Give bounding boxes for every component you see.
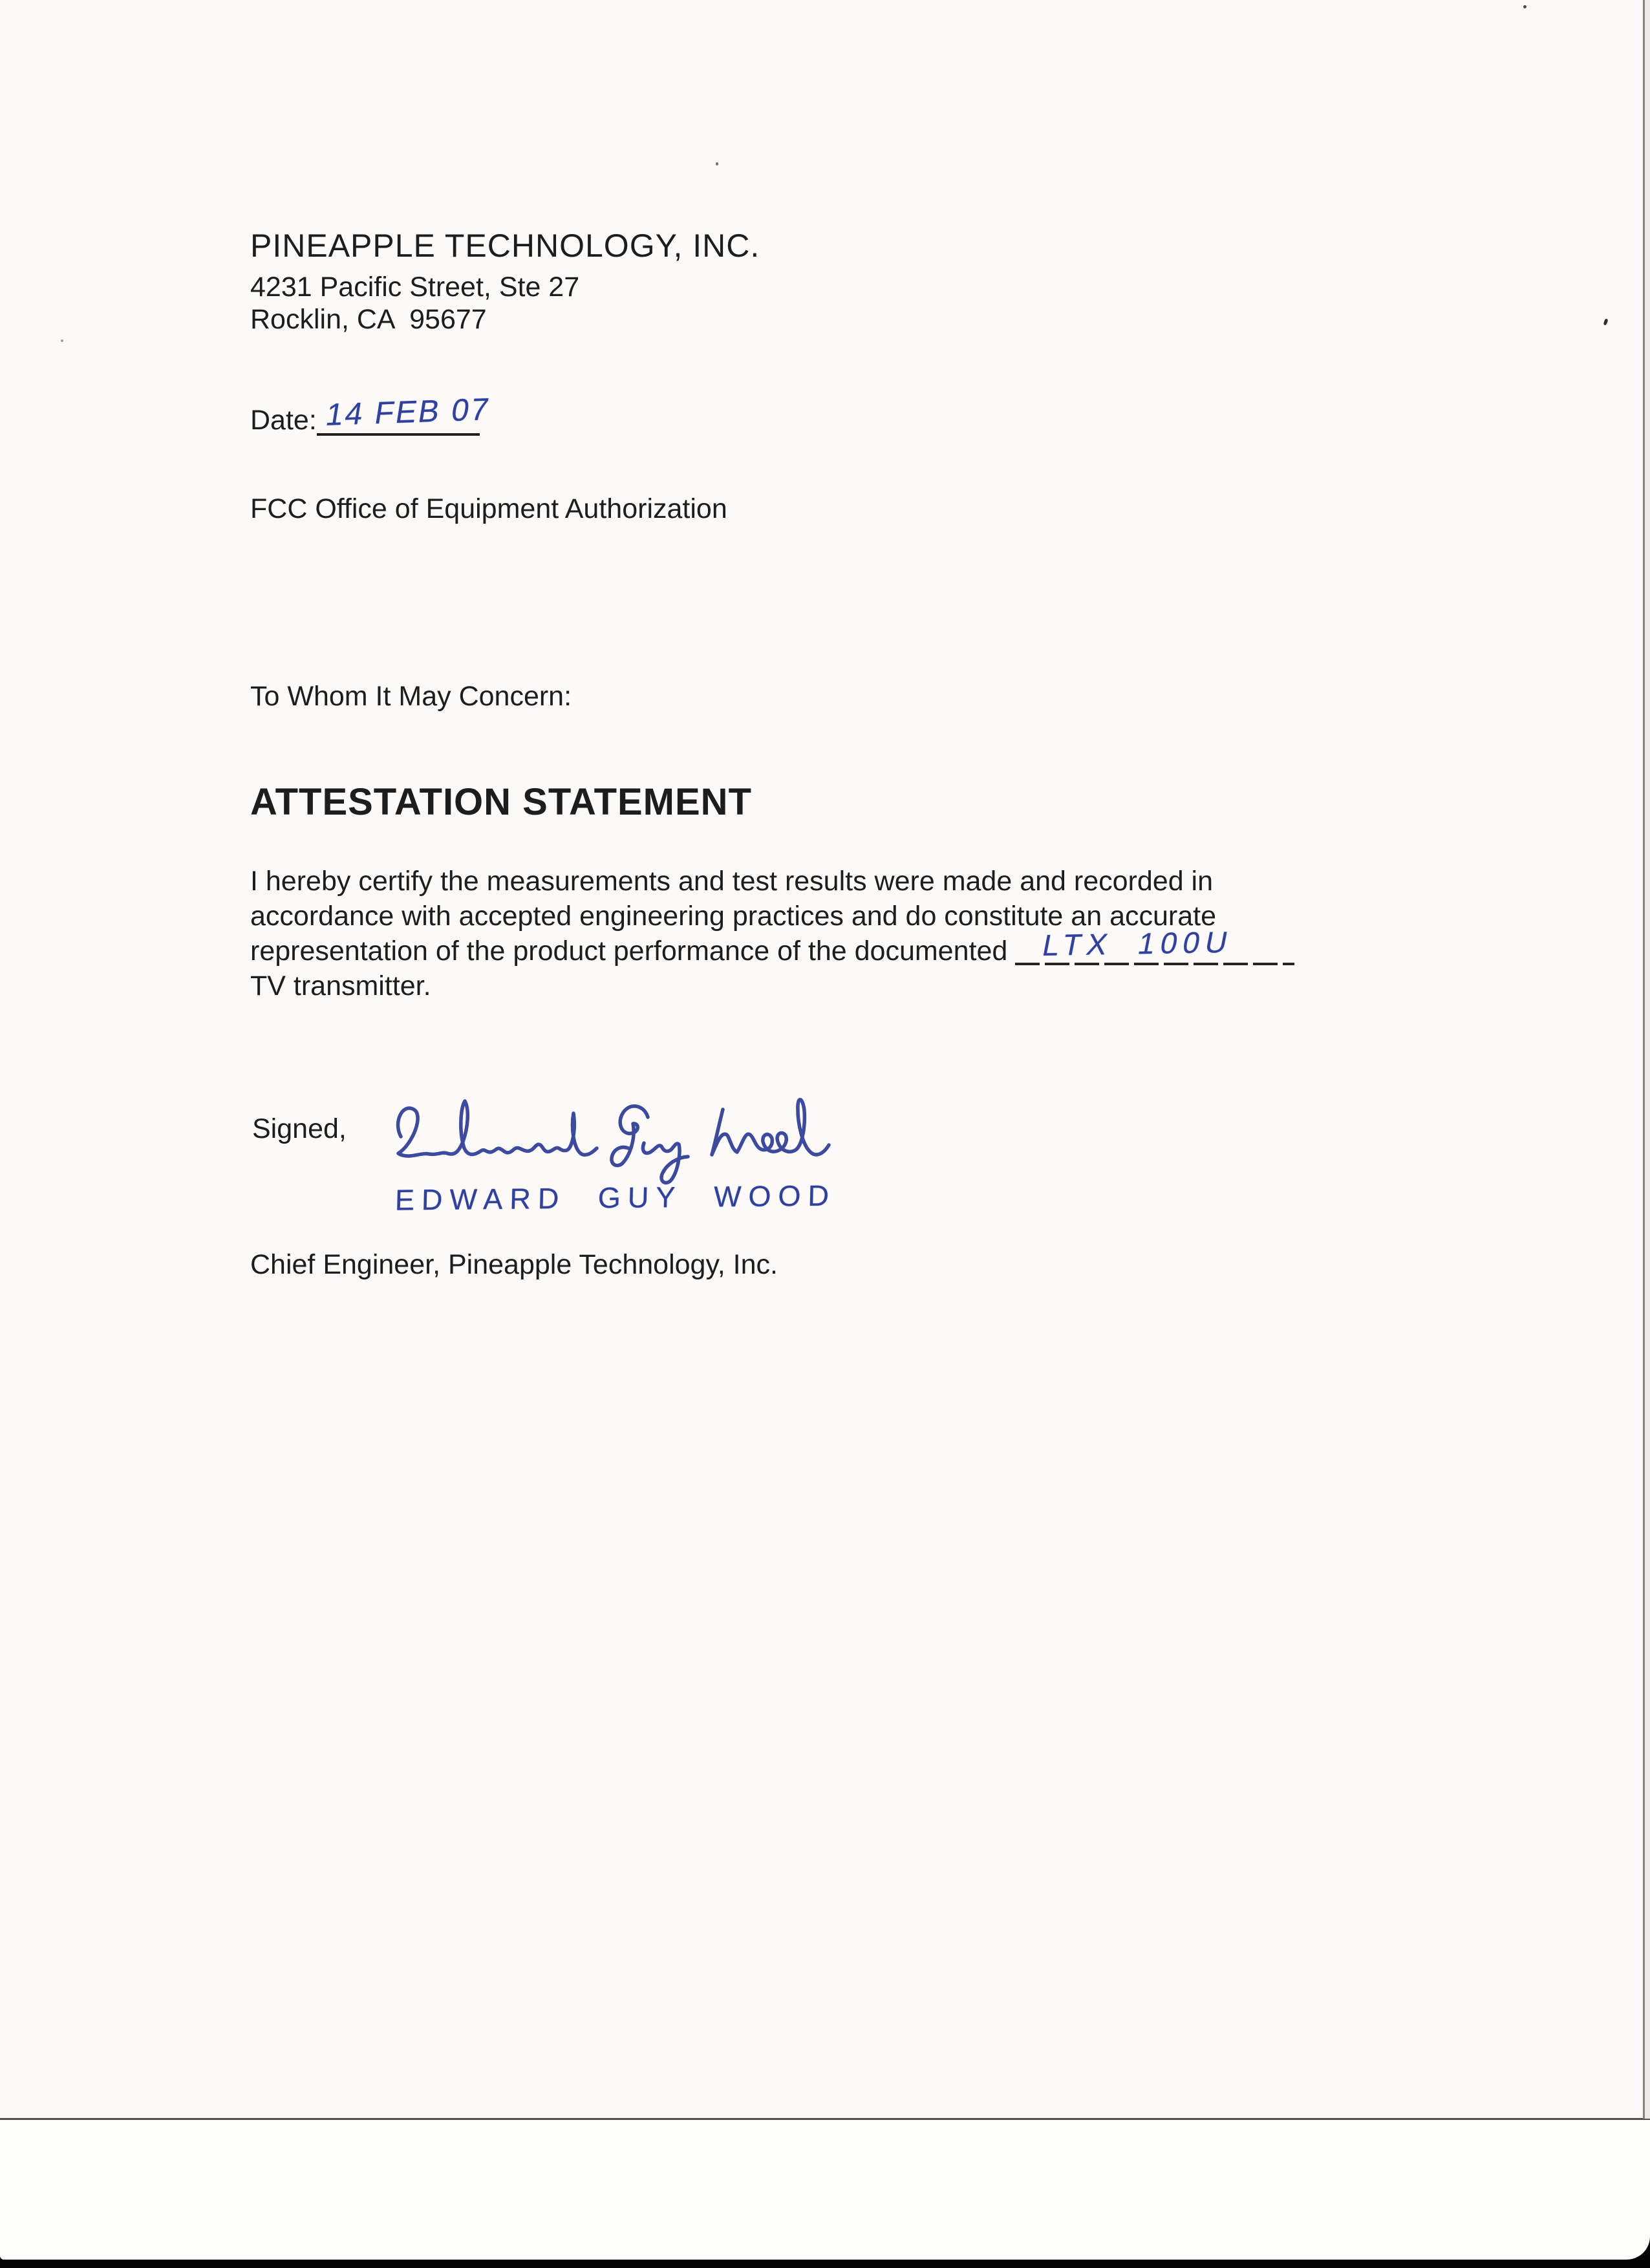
- scan-speck: [1523, 5, 1527, 8]
- handwritten-date: 14 FEB 07: [323, 392, 493, 433]
- date-blank-line: [317, 392, 493, 436]
- scan-speck: [716, 162, 718, 166]
- signed-label: Signed,: [252, 1113, 347, 1144]
- attestation-heading: ATTESTATION STATEMENT: [250, 781, 752, 823]
- body-line-3-text: representation of the product performance of the documented: [250, 936, 1008, 967]
- body-paragraph: [250, 864, 1294, 1003]
- handwritten-signature: [387, 1090, 852, 1187]
- handwritten-model-number: LTX 100U: [1040, 925, 1237, 962]
- scan-right-margin: [1645, 0, 1650, 2119]
- scan-speck: [1603, 318, 1608, 325]
- body-line-3: [250, 925, 1294, 968]
- page-bottom-edge: [0, 2118, 1650, 2120]
- date-line: [250, 392, 493, 436]
- date-label: Date:: [250, 405, 317, 436]
- printed-signature-name: EDWARD GUY WOOD: [394, 1179, 837, 1217]
- recipient-line: FCC Office of Equipment Authorization: [250, 493, 727, 524]
- company-name: PINEAPPLE TECHNOLOGY, INC.: [250, 228, 760, 264]
- body-line-4: TV transmitter.: [250, 970, 431, 1001]
- body-line-1: I hereby certify the measurements and test results were made and recorded in: [250, 866, 1214, 897]
- scanner-backing: [0, 2120, 1650, 2260]
- scan-speck: [61, 339, 63, 342]
- company-address-line1: 4231 Pacific Street, Ste 27: [250, 272, 580, 303]
- company-address-line2: Rocklin, CA 95677: [250, 304, 487, 335]
- model-blank-line: [1015, 925, 1294, 965]
- salutation: To Whom It May Concern:: [250, 681, 572, 712]
- signer-title-line: Chief Engineer, Pineapple Technology, Inc.: [250, 1249, 778, 1280]
- body-line-2: accordance with accepted engineering practices and do constitute an accurate: [250, 901, 1216, 932]
